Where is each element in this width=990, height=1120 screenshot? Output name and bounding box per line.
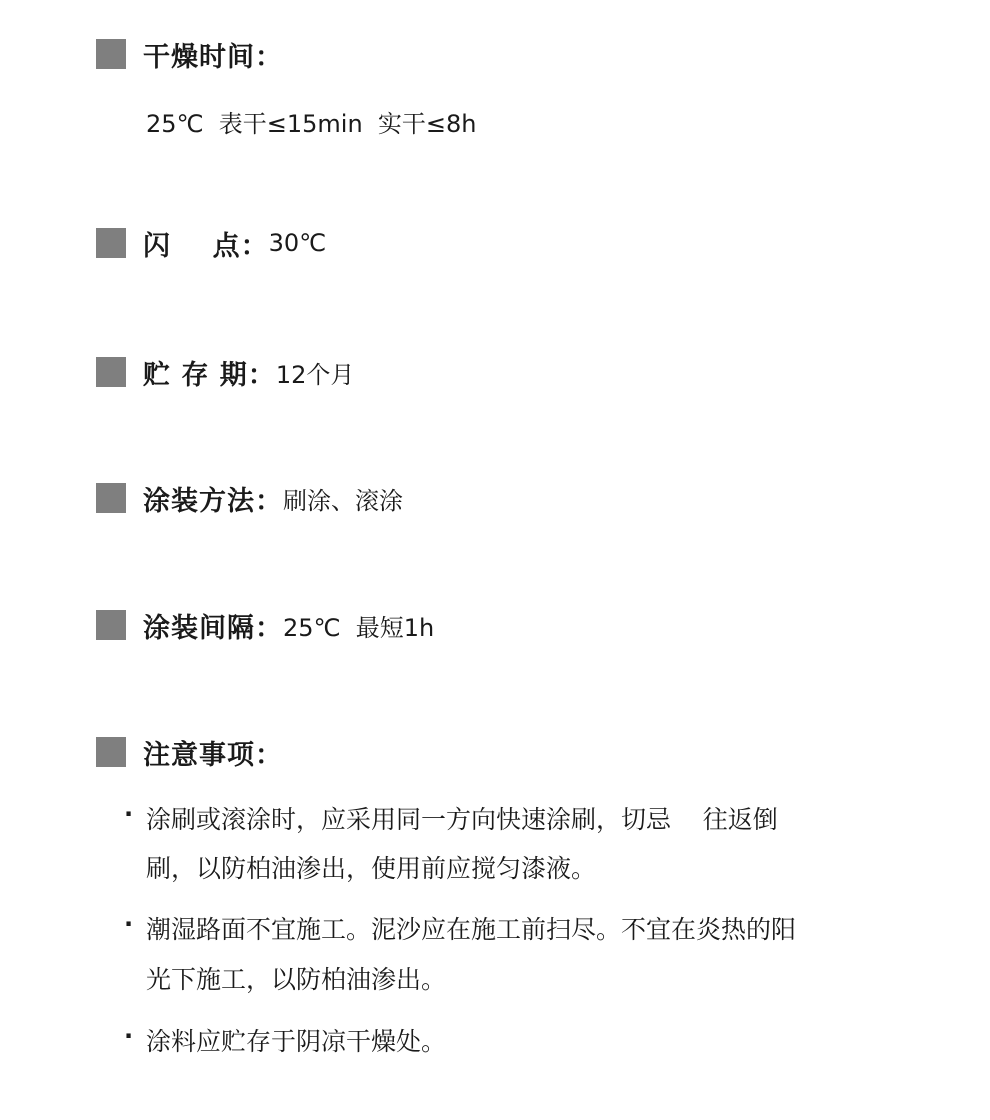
note-3-line-1: 涂料应贮存于阴凉干燥处。 [146, 1027, 447, 1056]
square-bullet-icon [96, 357, 126, 387]
dot-bullet-icon: · [124, 1022, 134, 1050]
note-1-line-2: 刷，以防柏油渗出，使用前应搅匀漆液。 [146, 854, 597, 883]
section-coating-interval [96, 609, 435, 644]
application-method-label: 涂装方法： [143, 485, 283, 517]
section-flash-point [96, 227, 327, 262]
storage-period-value: 12个月 [275, 360, 355, 389]
dot-bullet-icon: · [124, 910, 134, 938]
section-drying-time [96, 38, 283, 73]
note-2-line-2: 光下施工，以防柏油渗出。 [146, 965, 447, 994]
note-2-line-1: 潮湿路面不宜施工。泥沙应在施工前扫尽。不宜在炎热的阳 [146, 915, 797, 944]
storage-period-label: 贮 存 期： [143, 359, 276, 391]
flash-point-label: 闪 点： [143, 230, 269, 262]
square-bullet-icon [96, 228, 126, 258]
flash-point-value: 30℃ [268, 229, 327, 257]
square-bullet-icon [96, 610, 126, 640]
section-notes [96, 736, 283, 771]
notes-label: 注意事项： [143, 739, 283, 771]
coating-interval-label: 涂装间隔： [143, 612, 283, 644]
note-1-line-1: 涂刷或滚涂时，应采用同一方向快速涂刷，切忌 往返倒 [146, 805, 778, 834]
square-bullet-icon [96, 39, 126, 69]
square-bullet-icon [96, 483, 126, 513]
coating-interval-value: 25℃ 最短1h [283, 613, 435, 642]
application-method-value: 刷涂、滚涂 [283, 486, 403, 515]
section-storage-period [96, 356, 355, 391]
drying-time-detail: 25℃ 表干≤15min 实干≤8h [146, 110, 477, 138]
square-bullet-icon [96, 737, 126, 767]
section-application-method [96, 482, 403, 517]
drying-time-label: 干燥时间： [143, 41, 283, 73]
dot-bullet-icon: · [124, 800, 134, 828]
